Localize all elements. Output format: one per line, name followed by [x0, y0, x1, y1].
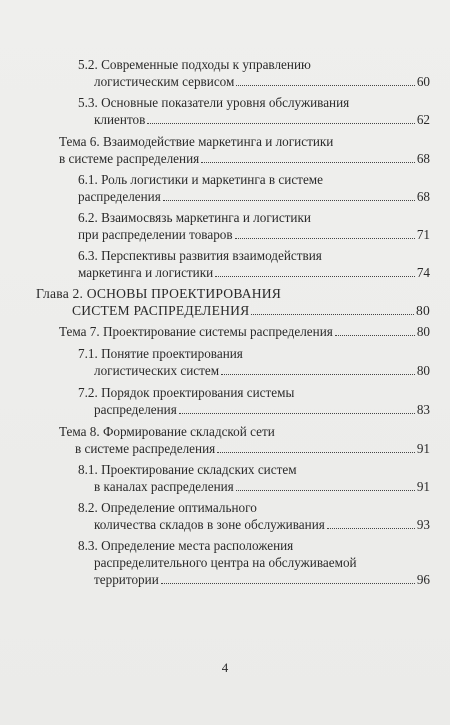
dot-leader — [221, 374, 415, 375]
toc-entry-text: распределения — [94, 402, 177, 417]
toc-entry-text: в каналах распределения — [94, 479, 234, 494]
toc-entry-text: 8.2. Определение оптимального — [78, 500, 257, 515]
toc-page-number: 71 — [416, 227, 430, 242]
dot-leader — [163, 200, 415, 201]
toc-entry-text: клиентов — [94, 112, 146, 127]
toc-entry-7-1 — [78, 345, 430, 379]
toc-entry-text: Тема 8. Формирование складской сети — [59, 424, 275, 439]
dot-leader — [179, 413, 415, 414]
dot-leader — [161, 583, 415, 584]
toc-entry-text: 5.2. Современные подходы к управлению — [78, 57, 311, 72]
toc-page-number: 60 — [416, 74, 430, 89]
toc-entry-text: территории — [94, 572, 159, 587]
toc-entry-text: при распределении товаров — [78, 227, 233, 242]
toc-entry-text: 7.1. Понятие проектирования — [78, 346, 243, 361]
toc-entry-8-2 — [78, 499, 430, 533]
toc-entry-6-1 — [78, 171, 430, 205]
toc-entry-7-2 — [78, 384, 430, 418]
toc-entry-text: 7.2. Порядок проектирования системы — [78, 385, 295, 400]
toc-entry-text: в системе распределения — [59, 151, 200, 166]
toc-page-number: 80 — [416, 324, 430, 339]
dot-leader — [217, 452, 415, 453]
toc-page-number: 68 — [416, 151, 430, 166]
toc-entry-text: 5.3. Основные показатели уровня обслуживания — [78, 95, 350, 110]
toc-entry-text: 8.1. Проектирование складских систем — [78, 462, 297, 477]
toc-entry-text: Тема 7. Проектирование системы распределения — [59, 324, 333, 339]
dot-leader — [251, 314, 414, 315]
toc-entry-text: маркетинга и логистики — [78, 265, 214, 280]
toc-entry-5-3 — [78, 94, 430, 128]
toc-entry-text: 6.2. Взаимосвязь маркетинга и логистики — [78, 210, 311, 225]
toc-page-number: 91 — [416, 441, 430, 456]
toc-entry-text: Тема 6. Взаимодействие маркетинга и логистики — [59, 134, 334, 149]
toc-page-number: 68 — [416, 189, 430, 204]
toc-entry-8-3 — [78, 537, 430, 588]
toc-entry-topic-8 — [59, 423, 430, 457]
toc-entry-text: 6.1. Роль логистики и маркетинга в системе — [78, 172, 323, 187]
dot-leader — [215, 276, 415, 277]
toc-entry-text: в системе распределения — [75, 441, 216, 456]
dot-leader — [335, 335, 415, 336]
toc-page-number: 83 — [416, 402, 430, 417]
toc-entry-5-2 — [78, 56, 430, 90]
toc-entry-text: Глава 2. ОСНОВЫ ПРОЕКТИРОВАНИЯ — [36, 286, 282, 301]
dot-leader — [235, 238, 415, 239]
toc-page-number: 91 — [416, 479, 430, 494]
toc-entry-8-1 — [78, 461, 430, 495]
toc-entry-text: распределения — [78, 189, 161, 204]
dot-leader — [236, 490, 415, 491]
page-number: 4 — [221, 660, 229, 675]
toc-entry-text: распределительного центра на обслуживаемой — [94, 555, 357, 570]
toc-page-number: 93 — [416, 517, 430, 532]
toc-entry-6-2 — [78, 209, 430, 243]
toc-entry-topic-6 — [59, 133, 430, 167]
toc-page-number: 80 — [416, 303, 430, 318]
dot-leader — [147, 123, 414, 124]
dot-leader — [327, 528, 415, 529]
toc-page-number: 74 — [416, 265, 430, 280]
toc-entry-6-3 — [78, 247, 430, 281]
toc-entry-text: количества складов в зоне обслуживания — [94, 517, 325, 532]
toc-entry-text: 8.3. Определение места расположения — [78, 538, 294, 553]
toc-page-number: 96 — [416, 572, 430, 587]
toc-page-number: 80 — [416, 363, 430, 378]
dot-leader — [201, 162, 415, 163]
toc-entry-topic-7 — [59, 323, 430, 340]
toc-entry-text: СИСТЕМ РАСПРЕДЕЛЕНИЯ — [72, 303, 250, 318]
toc-entry-text: 6.3. Перспективы развития взаимодействия — [78, 248, 322, 263]
dot-leader — [236, 85, 414, 86]
toc-entry-text: логистических систем — [94, 363, 220, 378]
toc-page-number: 62 — [416, 112, 430, 127]
toc-entry-text: логистическим сервисом — [94, 74, 235, 89]
toc-chapter-2 — [36, 285, 430, 319]
